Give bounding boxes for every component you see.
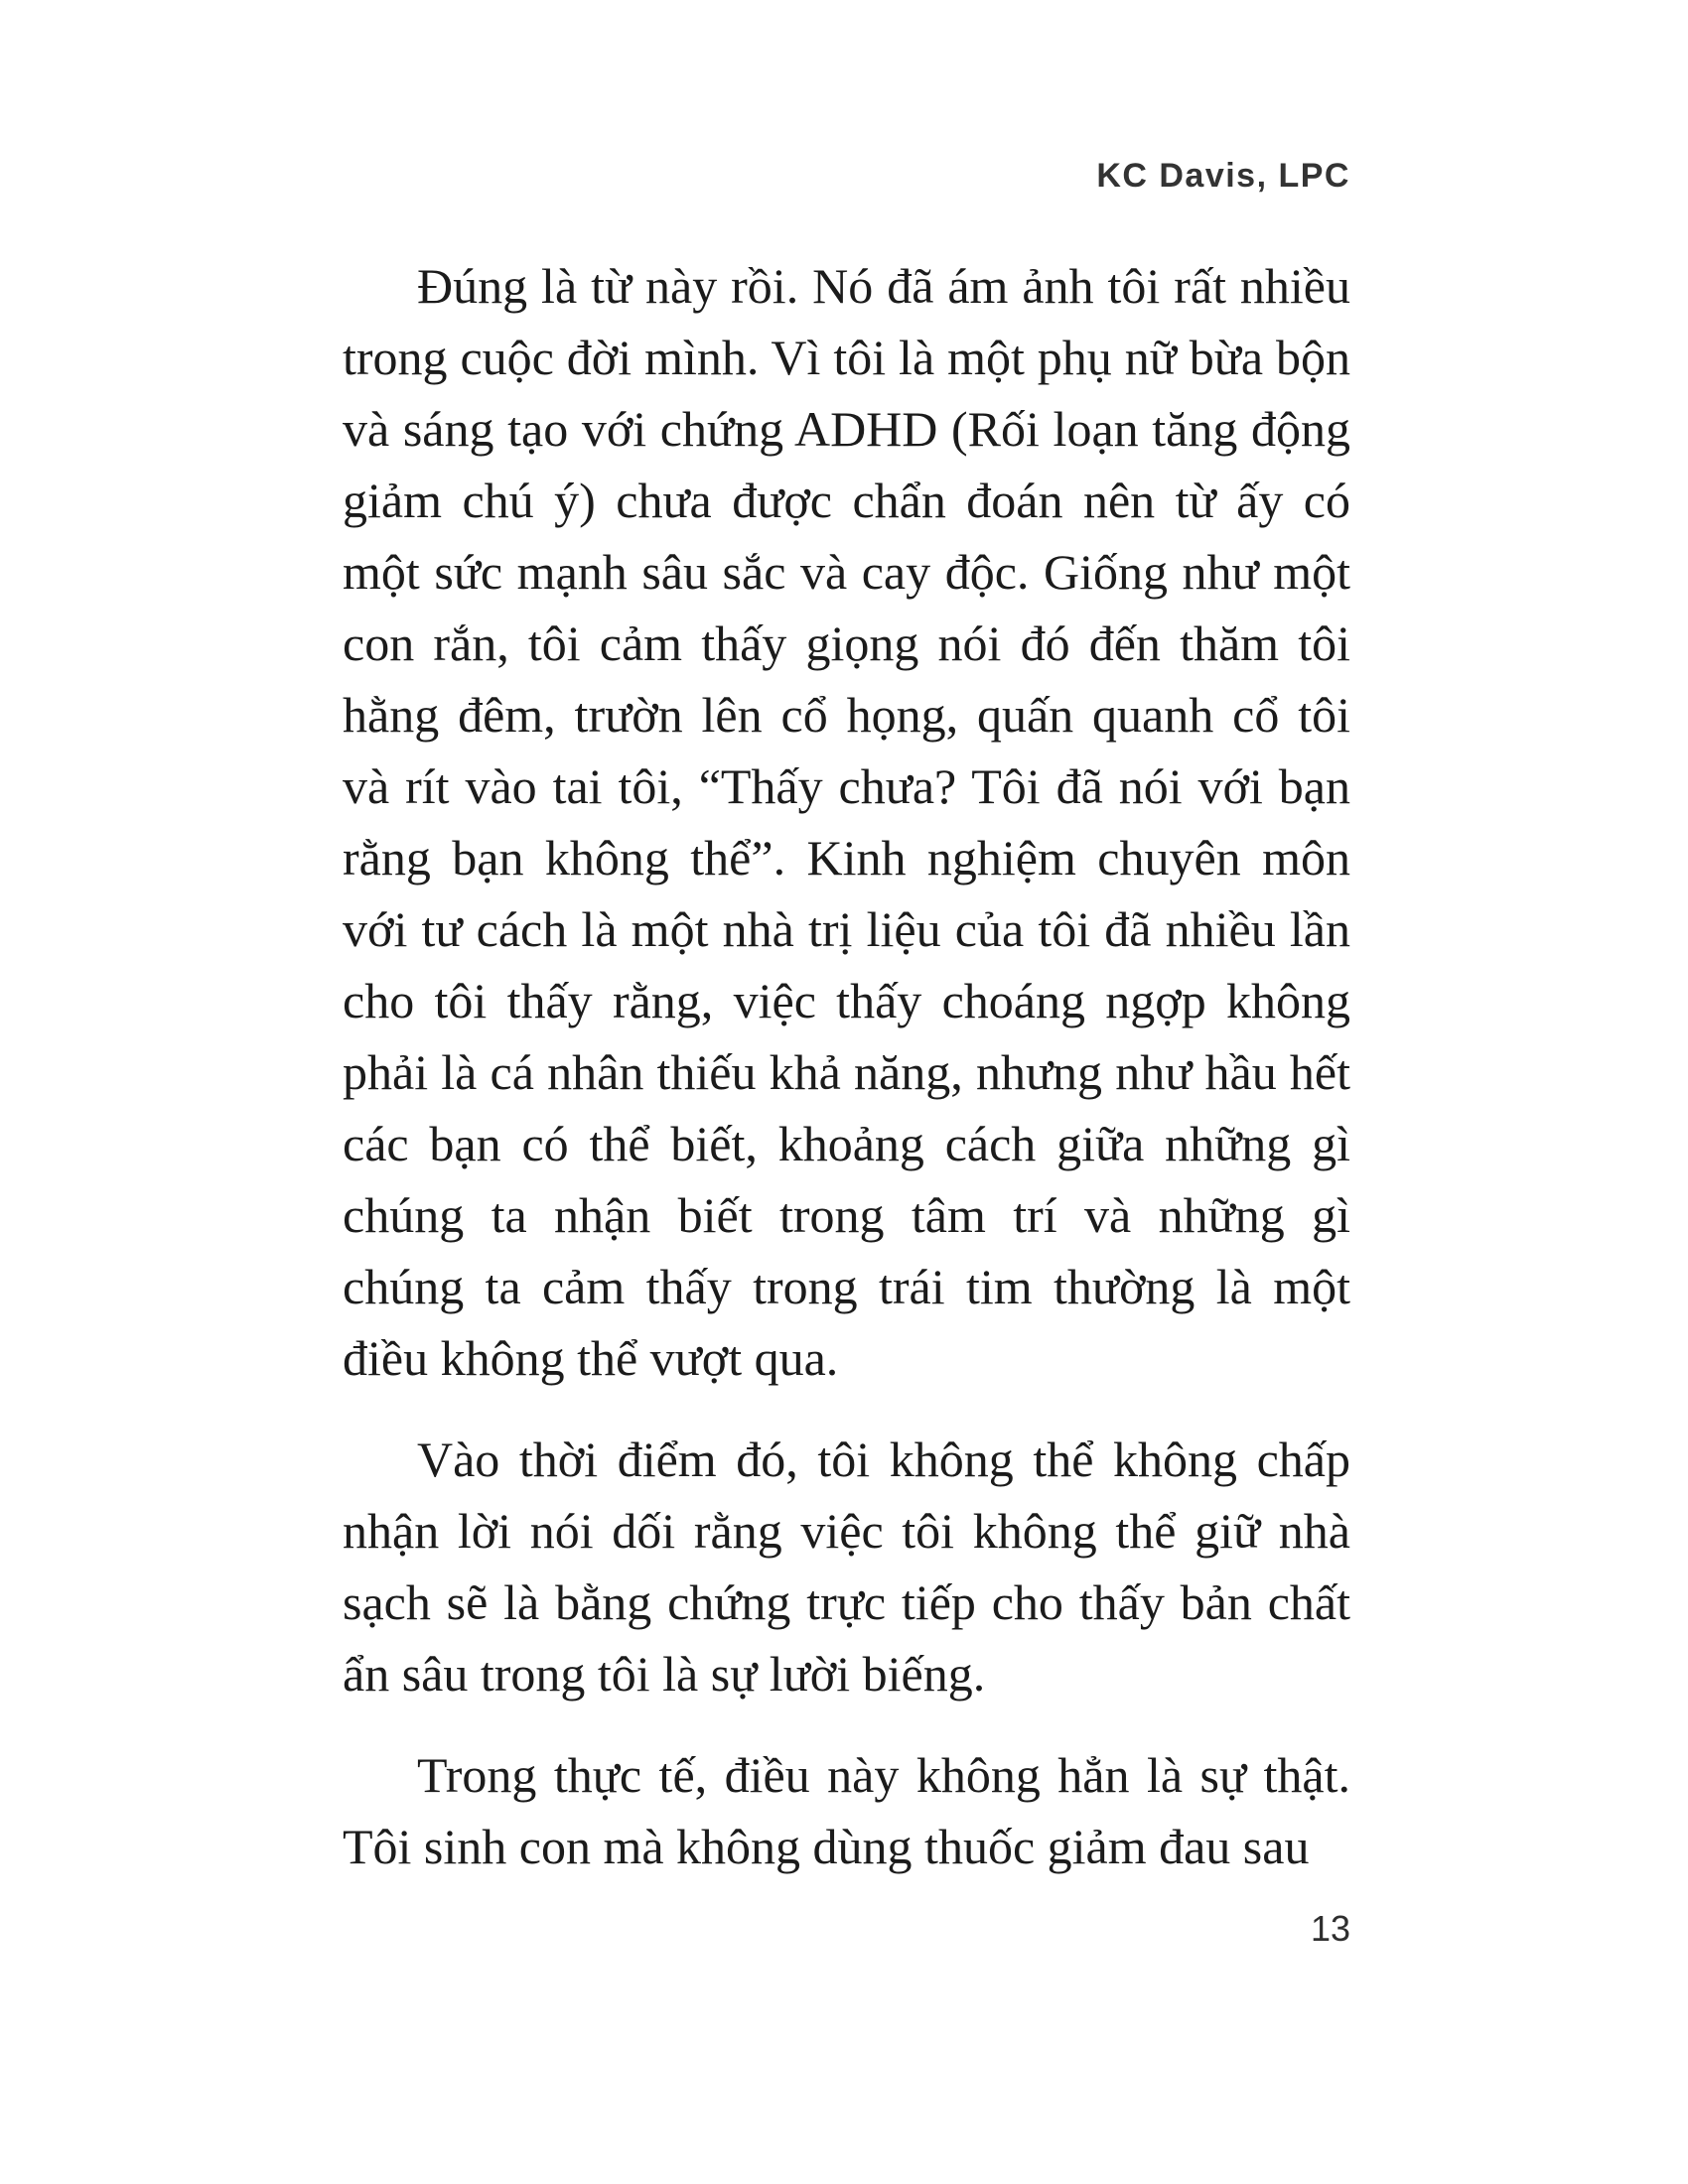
paragraph-3: Trong thực tế, điều này không hẳn là sự thật. Tôi sinh con mà không dùng thuốc giảm đau sau	[343, 1747, 1350, 1874]
paragraph-2: Vào thời điểm đó, tôi không thể không chấp nhận lời nói dối rằng việc tôi không thể giữ nhà sạch sẽ là bằng chứng trực tiếp cho thấy bản chất ẩn sâu trong tôi là sự lười biếng.	[343, 1432, 1350, 1702]
page-number: 13	[1310, 1908, 1350, 1949]
body-text	[343, 250, 1350, 1882]
running-header-author: KC Davis, LPC	[1096, 157, 1350, 195]
paragraph-1: Đúng là từ này rồi. Nó đã ám ảnh tôi rất nhiều trong cuộc đời mình. Vì tôi là một phụ nữ bừa bộn và sáng tạo với chứng ADHD (Rối loạn tăng động giảm chú ý) chưa được chẩn đoán nên từ ấy có một sức mạnh sâu sắc và cay độc. Giống như một con rắn, tôi cảm thấy giọng nói đó đến thăm tôi hằng đêm, trườn lên cổ họng, quấn quanh cổ tôi và rít vào tai tôi, “Thấy chưa? Tôi đã nói với bạn rằng bạn không thể”. Kinh nghiệm chuyên môn với tư cách là một nhà trị liệu của tôi đã nhiều lần cho tôi thấy rằng, việc thấy choáng ngợp không phải là cá nhân thiếu khả năng, nhưng như hầu hết các bạn có thể biết, khoảng cách giữa những gì chúng ta nhận biết trong tâm trí và những gì chúng ta cảm thấy trong trái tim thường là một điều không thể vượt qua.	[343, 258, 1350, 1386]
